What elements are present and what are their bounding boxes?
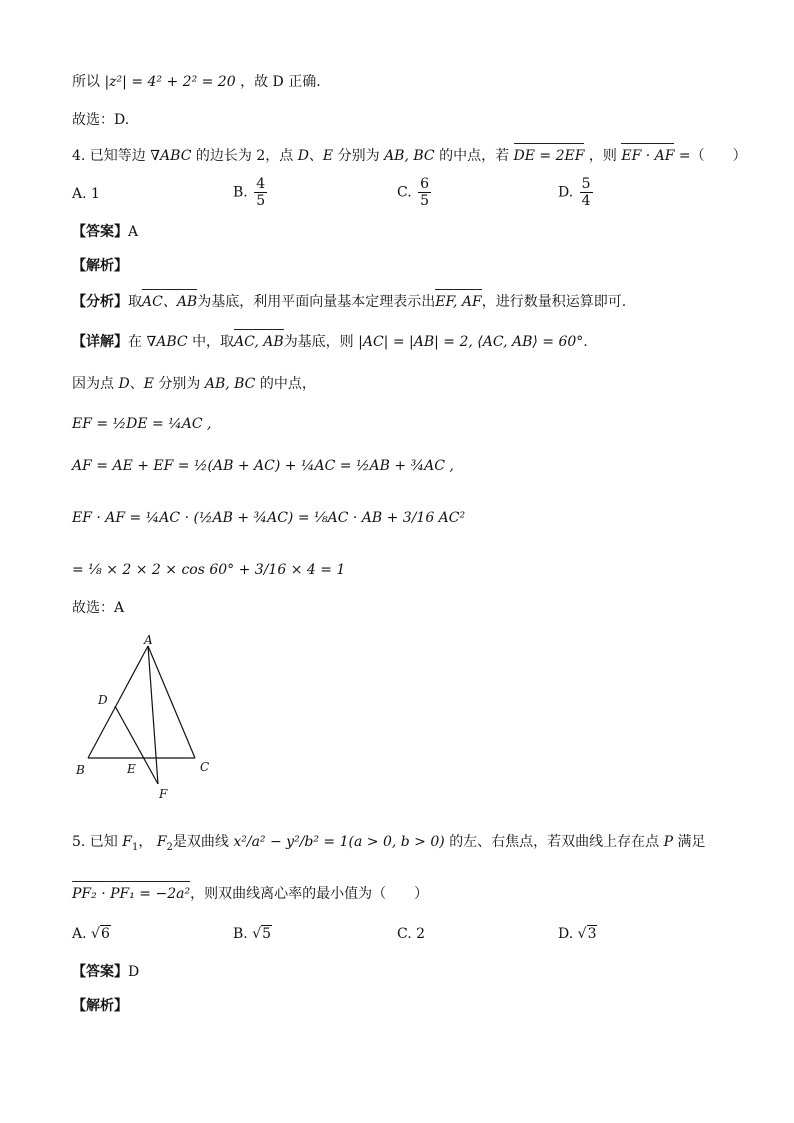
- q4-fenxi: [72, 292, 626, 312]
- vectors: AC、AB: [142, 294, 198, 310]
- text: 的中点，若: [439, 148, 510, 164]
- q5-option-b: [233, 926, 272, 942]
- q4-stem: [72, 146, 747, 166]
- text: 的边长为 2，点: [195, 148, 294, 164]
- focus-F1: F: [122, 834, 132, 850]
- xiangjie-tag: 【详解】: [72, 334, 128, 350]
- q4-since: [72, 374, 316, 394]
- fraction: [580, 176, 593, 209]
- vectors: EF, AF: [435, 294, 482, 310]
- option-letter: A.: [72, 186, 87, 202]
- formula: |AC| = |AB| = 2, ⟨AC, AB⟩ = 60°.: [358, 334, 588, 350]
- q4-option-a: [72, 186, 100, 202]
- point-E: E: [143, 376, 154, 392]
- text: 的左、右焦点，若双曲线上存在点: [449, 834, 660, 850]
- label-F: F: [159, 787, 168, 801]
- text: 在: [128, 334, 142, 350]
- equation-2: AF = AE + EF = ½(AB + AC) + ¼AC = ½AB + ¾AC ,: [72, 458, 454, 474]
- hyperbola-equation: x²/a² − y²/b² = 1(a > 0, b > 0): [233, 834, 445, 850]
- option-letter: C.: [397, 926, 412, 942]
- subscript: 1: [131, 841, 139, 853]
- option-value: 6: [100, 926, 110, 942]
- option-value: 1: [91, 186, 100, 202]
- label-A: A: [144, 633, 153, 647]
- vectors: AC, AB: [234, 334, 284, 350]
- answer-tag: 【答案】: [72, 224, 128, 240]
- option-letter: D.: [558, 184, 574, 201]
- denominator: 5: [256, 193, 266, 209]
- label-B: B: [76, 763, 85, 777]
- analysis-tag: 【解析】: [72, 998, 128, 1014]
- triangle-symbol: ∇ABC: [150, 148, 192, 164]
- fraction: [418, 176, 431, 209]
- text: 分别为: [158, 376, 201, 392]
- q4-option-d: [558, 176, 595, 209]
- point-D: D: [118, 376, 130, 392]
- sqrt-symbol: √: [91, 926, 100, 942]
- option-letter: B.: [233, 184, 248, 201]
- vector-expression: EF · AF: [621, 148, 675, 164]
- text: 、: [129, 376, 144, 392]
- q4-option-c: [397, 176, 433, 209]
- numerator: 5: [581, 176, 591, 192]
- q4-answer: [72, 222, 138, 242]
- q4-xiangjie: [72, 332, 588, 352]
- triangle-figure: [70, 630, 220, 810]
- triangle-symbol: ∇ABC: [146, 334, 188, 350]
- formula: |z²| = 4² + 2² = 20: [104, 74, 236, 90]
- option-letter: D.: [558, 926, 574, 942]
- q5-option-c: [397, 926, 425, 942]
- q4-analysis-tag: [72, 256, 128, 276]
- sqrt-symbol: √: [577, 926, 587, 942]
- segments: AB, BC: [384, 148, 435, 164]
- q5-option-a: [72, 926, 111, 942]
- text: 的中点，: [259, 376, 316, 392]
- fraction: [254, 176, 267, 209]
- text: 满足: [677, 834, 706, 850]
- text: 分别为: [337, 148, 380, 164]
- answer-value: D: [128, 964, 140, 980]
- q5-option-d: [558, 926, 597, 942]
- text: ，故 D 正确.: [240, 74, 321, 90]
- choice-line: 故选：D.: [72, 112, 130, 128]
- q4-option-b: [233, 176, 269, 209]
- text: 4. 已知等边: [72, 148, 146, 164]
- denominator: 5: [420, 193, 430, 209]
- text: 所以: [72, 74, 100, 90]
- subscript: 2: [166, 841, 173, 853]
- equation-1: EF = ½DE = ¼AC ,: [72, 416, 212, 432]
- text: ，: [138, 834, 153, 850]
- text: 取: [128, 294, 142, 310]
- sqrt-symbol: √: [252, 926, 262, 942]
- label-C: C: [200, 760, 210, 774]
- answer-value: A: [128, 224, 139, 240]
- label-D: D: [98, 693, 108, 707]
- q5-answer: [72, 962, 139, 982]
- text: 为基底，则: [283, 334, 354, 350]
- text: 是双曲线: [172, 834, 229, 850]
- vector-condition: DE = 2EF: [513, 148, 585, 164]
- equation-4: = ⅛ × 2 × 2 × cos 60° + 3/16 × 4 = 1: [72, 562, 346, 578]
- text: ，则双曲线离心率的最小值为（ ）: [190, 886, 429, 902]
- text: 、: [308, 148, 323, 164]
- text: =（ ）: [678, 148, 747, 164]
- q4-choice: 故选：A: [72, 600, 125, 616]
- numerator: 4: [256, 176, 266, 192]
- point-P: P: [663, 834, 674, 850]
- text: 5. 已知: [72, 834, 118, 850]
- conclusion-line: [72, 72, 321, 92]
- option-value: 3: [587, 926, 597, 942]
- q5-analysis-tag: [72, 996, 128, 1016]
- point-D: D: [297, 148, 309, 164]
- label-E: E: [127, 762, 136, 776]
- text: ，进行数量积运算即可.: [481, 294, 627, 310]
- option-letter: B.: [233, 926, 248, 942]
- option-letter: C.: [397, 184, 412, 201]
- denominator: 4: [581, 193, 591, 209]
- equation-3: EF · AF = ¼AC · (½AB + ¾AC) = ⅛AC · AB + 3/16 AC²: [72, 510, 466, 526]
- option-value: 2: [416, 926, 426, 942]
- q5-condition: [72, 884, 428, 904]
- q5-stem: [72, 832, 706, 858]
- answer-tag: 【答案】: [72, 964, 128, 980]
- option-value: 5: [262, 926, 272, 942]
- text: 为基底，利用平面向量基本定理表示出: [197, 294, 436, 310]
- numerator: 6: [420, 176, 430, 192]
- vector-condition: PF₂ · PF₁ = −2a²: [72, 886, 191, 902]
- text: ，则: [588, 148, 617, 164]
- fenxi-tag: 【分析】: [72, 294, 128, 310]
- point-E: E: [322, 148, 334, 164]
- focus-F2: F: [156, 834, 167, 850]
- option-letter: A.: [72, 926, 87, 942]
- analysis-tag: 【解析】: [72, 258, 128, 274]
- segments: AB, BC: [204, 376, 256, 392]
- text: 因为点: [72, 376, 114, 392]
- text: 中，取: [192, 334, 235, 350]
